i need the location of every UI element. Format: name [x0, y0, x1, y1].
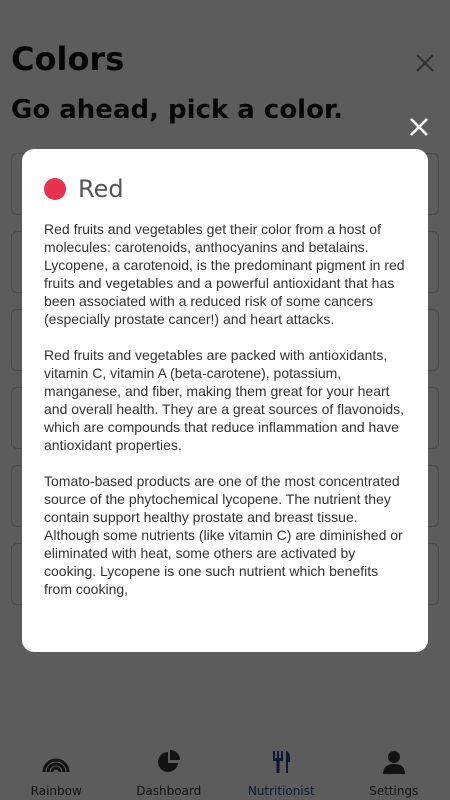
- close-icon[interactable]: [408, 116, 430, 138]
- color-name: Red: [78, 175, 124, 203]
- description-paragraph: Tomato-based products are one of the most concentrated source of the phytochemical lycopene. The nutrient they contain support healthy prostate and breast tissue. Although some nutrients (like vitamin C) are diminished or eliminated with heat, some others are activated by cooking. Lycopene is one such nutrient which benefits from cooking,: [44, 473, 403, 597]
- description-paragraph: Red fruits and vegetables are packed with antioxidants, vitamin C, vitamin A (beta-carotene), potassium, manganese, and fiber, making them great for your heart and overall health. They are a great sources of flavonoids, which are compounds that reduce inflammation and have antioxidant properties.: [44, 347, 405, 453]
- description-paragraph: Red fruits and vegetables get their color from a host of molecules: carotenoids, anthocyanins and betalains. Lycopene, a carotenoid, is the predominant pigment in red fruits and vegetables and a powerful antioxidant that has been associated with a reduced risk of some cancers (especially prostate cancer!) and heart attacks.: [44, 221, 405, 327]
- color-info-modal: [22, 149, 428, 652]
- modal-header: [44, 175, 124, 203]
- modal-body[interactable]: [44, 220, 408, 652]
- color-dot: [44, 178, 66, 200]
